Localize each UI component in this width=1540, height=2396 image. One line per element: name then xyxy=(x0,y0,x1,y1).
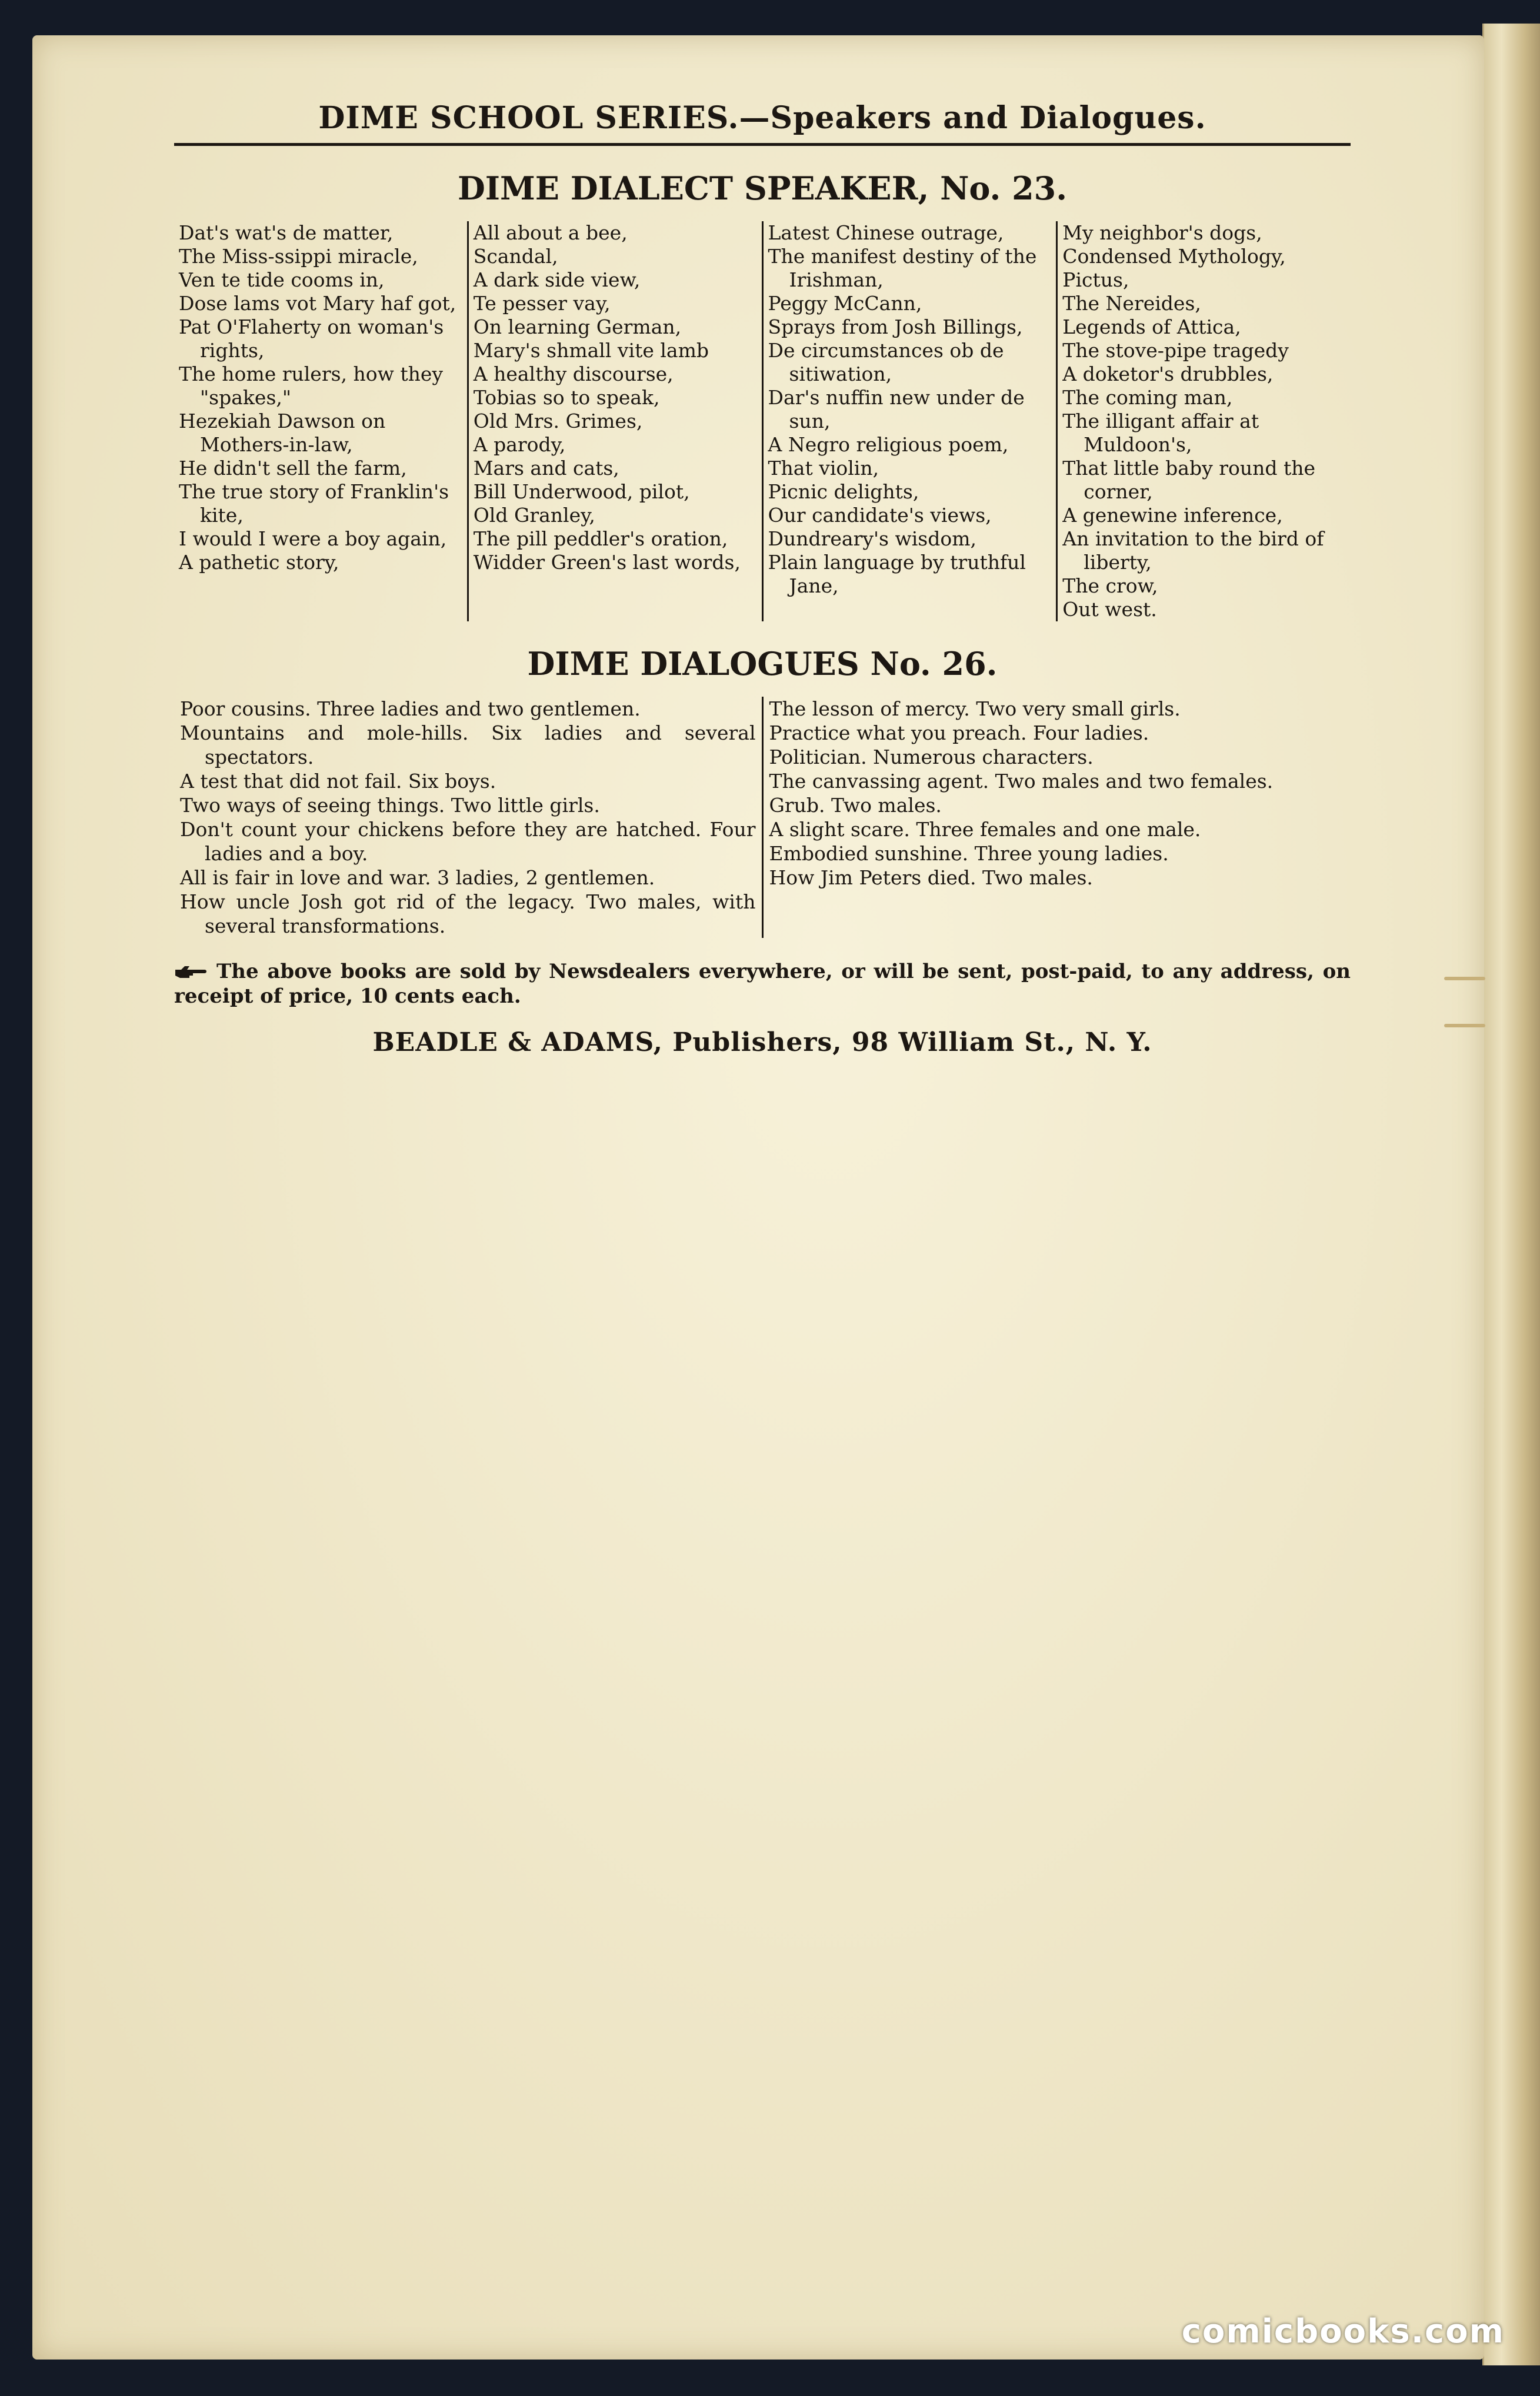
dialogue-entry: Politician. Numerous characters. xyxy=(769,746,1094,768)
speaker-entry: Bill Underwood, pilot, xyxy=(473,480,690,503)
speaker-entry: The Miss-ssippi miracle, xyxy=(179,245,418,268)
speaker-entry: A dark side view, xyxy=(473,268,641,291)
speaker-entry: Picnic delights, xyxy=(768,480,919,503)
speaker-entry: Dundreary's wisdom, xyxy=(768,527,976,550)
speaker-entry: Tobias so to speak, xyxy=(473,386,660,409)
speaker-column xyxy=(762,221,1056,621)
dialogue-entry: Embodied sunshine. Three young ladies. xyxy=(769,842,1169,865)
page-content xyxy=(174,100,1351,1057)
dialogues-contents xyxy=(174,697,1351,938)
series-header: DIME SCHOOL SERIES.—Speakers and Dialogues. xyxy=(174,100,1351,146)
speaker-entry: De circumstances ob de sitiwation, xyxy=(768,339,1004,385)
dialogue-entry: Mountains and mole-hills. Six ladies and several spectators. xyxy=(180,721,756,768)
dialogues-column xyxy=(174,697,762,938)
speaker-entry: The manifest destiny of the Irishman, xyxy=(768,245,1037,291)
speaker-entry: The Nereides, xyxy=(1062,292,1201,315)
publisher-line: BEADLE & ADAMS, Publishers, 98 William St., N. Y. xyxy=(372,1027,1152,1057)
speaker-column xyxy=(467,221,762,621)
speaker-entry: Condensed Mythology, xyxy=(1062,245,1286,268)
dialogue-entry: Practice what you preach. Four ladies. xyxy=(769,721,1149,744)
speaker-entry: A doketor's drubbles, xyxy=(1062,362,1274,385)
speaker-entry: On learning German, xyxy=(473,315,682,338)
speaker-entry: Pictus, xyxy=(1062,268,1129,291)
binding-thread xyxy=(1444,1024,1485,1027)
dialogue-entry: All is fair in love and war. 3 ladies, 2 gentlemen. xyxy=(180,866,655,889)
speaker-entry: Old Mrs. Grimes, xyxy=(473,410,643,432)
dialogue-entry: Grub. Two males. xyxy=(769,794,942,817)
dialogues-title: DIME DIALOGUES No. 26. xyxy=(527,645,998,683)
speaker-entry: Pat O'Flaherty on woman's rights, xyxy=(179,315,444,362)
speaker-entry: The pill peddler's oration, xyxy=(473,527,728,550)
watermark-text: comicbooks.com xyxy=(1181,2312,1505,2351)
speaker-entry: Mary's shmall vite lamb xyxy=(473,339,709,362)
speaker-entry: Plain language by truthful Jane, xyxy=(768,551,1026,597)
speaker-entry: Hezekiah Dawson on Mothers-in-law, xyxy=(179,410,386,456)
speaker-entry: That little baby round the corner, xyxy=(1062,457,1316,503)
speaker-entry: Dose lams vot Mary haf got, xyxy=(179,292,456,315)
speaker-entry: The home rulers, how they "spakes," xyxy=(179,362,444,409)
speaker-entry: An invitation to the bird of liberty, xyxy=(1062,527,1324,574)
speaker-entry: A healthy discourse, xyxy=(473,362,674,385)
speaker-entry: Latest Chinese outrage, xyxy=(768,221,1004,244)
speaker-entry: Mars and cats, xyxy=(473,457,619,480)
speaker-entry: Ven te tide cooms in, xyxy=(179,268,385,291)
speaker-entry: A pathetic story, xyxy=(179,551,339,574)
dialogue-entry: How Jim Peters died. Two males. xyxy=(769,866,1093,889)
speaker-entry: Dar's nuffin new under de sun, xyxy=(768,386,1025,432)
dialogues-column xyxy=(762,697,1351,938)
dialogue-entry: The canvassing agent. Two males and two females. xyxy=(769,770,1274,793)
speaker-entry: A parody, xyxy=(473,433,566,456)
dialogue-entry: A test that did not fail. Six boys. xyxy=(180,770,496,793)
sales-notice xyxy=(174,959,1351,1009)
speaker-entry: Old Granley, xyxy=(473,504,595,527)
dialogue-entry: Poor cousins. Three ladies and two gentlemen. xyxy=(180,697,641,720)
speaker-entry: The true story of Franklin's kite, xyxy=(179,480,449,527)
speaker-entry: Te pesser vay, xyxy=(473,292,611,315)
speaker-entry: Widder Green's last words, xyxy=(473,551,741,574)
speaker-entry: Out west. xyxy=(1062,598,1157,621)
speaker-entry: Dat's wat's de matter, xyxy=(179,221,394,244)
speaker-entry: Peggy McCann, xyxy=(768,292,922,315)
dialogue-entry: How uncle Josh got rid of the legacy. Two males, with several transformations. xyxy=(180,890,756,937)
speaker-entry: My neighbor's dogs, xyxy=(1062,221,1262,244)
speaker-entry: I would I were a boy again, xyxy=(179,527,447,550)
speaker-entry: The crow, xyxy=(1062,574,1158,597)
sales-notice-text: The above books are sold by Newsdealers everywhere, or will be sent, post-paid, to any address, on receipt of price, 10 cents each. xyxy=(174,960,1351,1008)
speaker-entry: The stove-pipe tragedy xyxy=(1062,339,1289,362)
binding-thread xyxy=(1444,977,1485,980)
dialogue-entry: The lesson of mercy. Two very small girls. xyxy=(769,697,1181,720)
speaker-entry: He didn't sell the farm, xyxy=(179,457,407,480)
speaker-contents xyxy=(174,221,1351,621)
speaker-entry: The illigant affair at Muldoon's, xyxy=(1062,410,1259,456)
speaker-entry: Our candidate's views, xyxy=(768,504,992,527)
speaker-title: DIME DIALECT SPEAKER, No. 23. xyxy=(457,169,1068,207)
speaker-entry: All about a bee, xyxy=(473,221,628,244)
dialogue-entry: Two ways of seeing things. Two little girls. xyxy=(180,794,600,817)
speaker-column xyxy=(174,221,467,621)
speaker-entry: Scandal, xyxy=(473,245,558,268)
dialogue-entry: Don't count your chickens before they are hatched. Four ladies and a boy. xyxy=(180,818,756,865)
speaker-entry: Sprays from Josh Billings, xyxy=(768,315,1023,338)
book-spine-edge xyxy=(1482,24,1540,2365)
speaker-entry: The coming man, xyxy=(1062,386,1233,409)
speaker-entry: A genewine inference, xyxy=(1062,504,1283,527)
pointing-hand-icon xyxy=(174,965,208,980)
dialogue-entry: A slight scare. Three females and one male. xyxy=(769,818,1201,841)
speaker-entry: That violin, xyxy=(768,457,879,480)
speaker-entry: A Negro religious poem, xyxy=(768,433,1009,456)
speaker-column xyxy=(1056,221,1351,621)
speaker-entry: Legends of Attica, xyxy=(1062,315,1241,338)
